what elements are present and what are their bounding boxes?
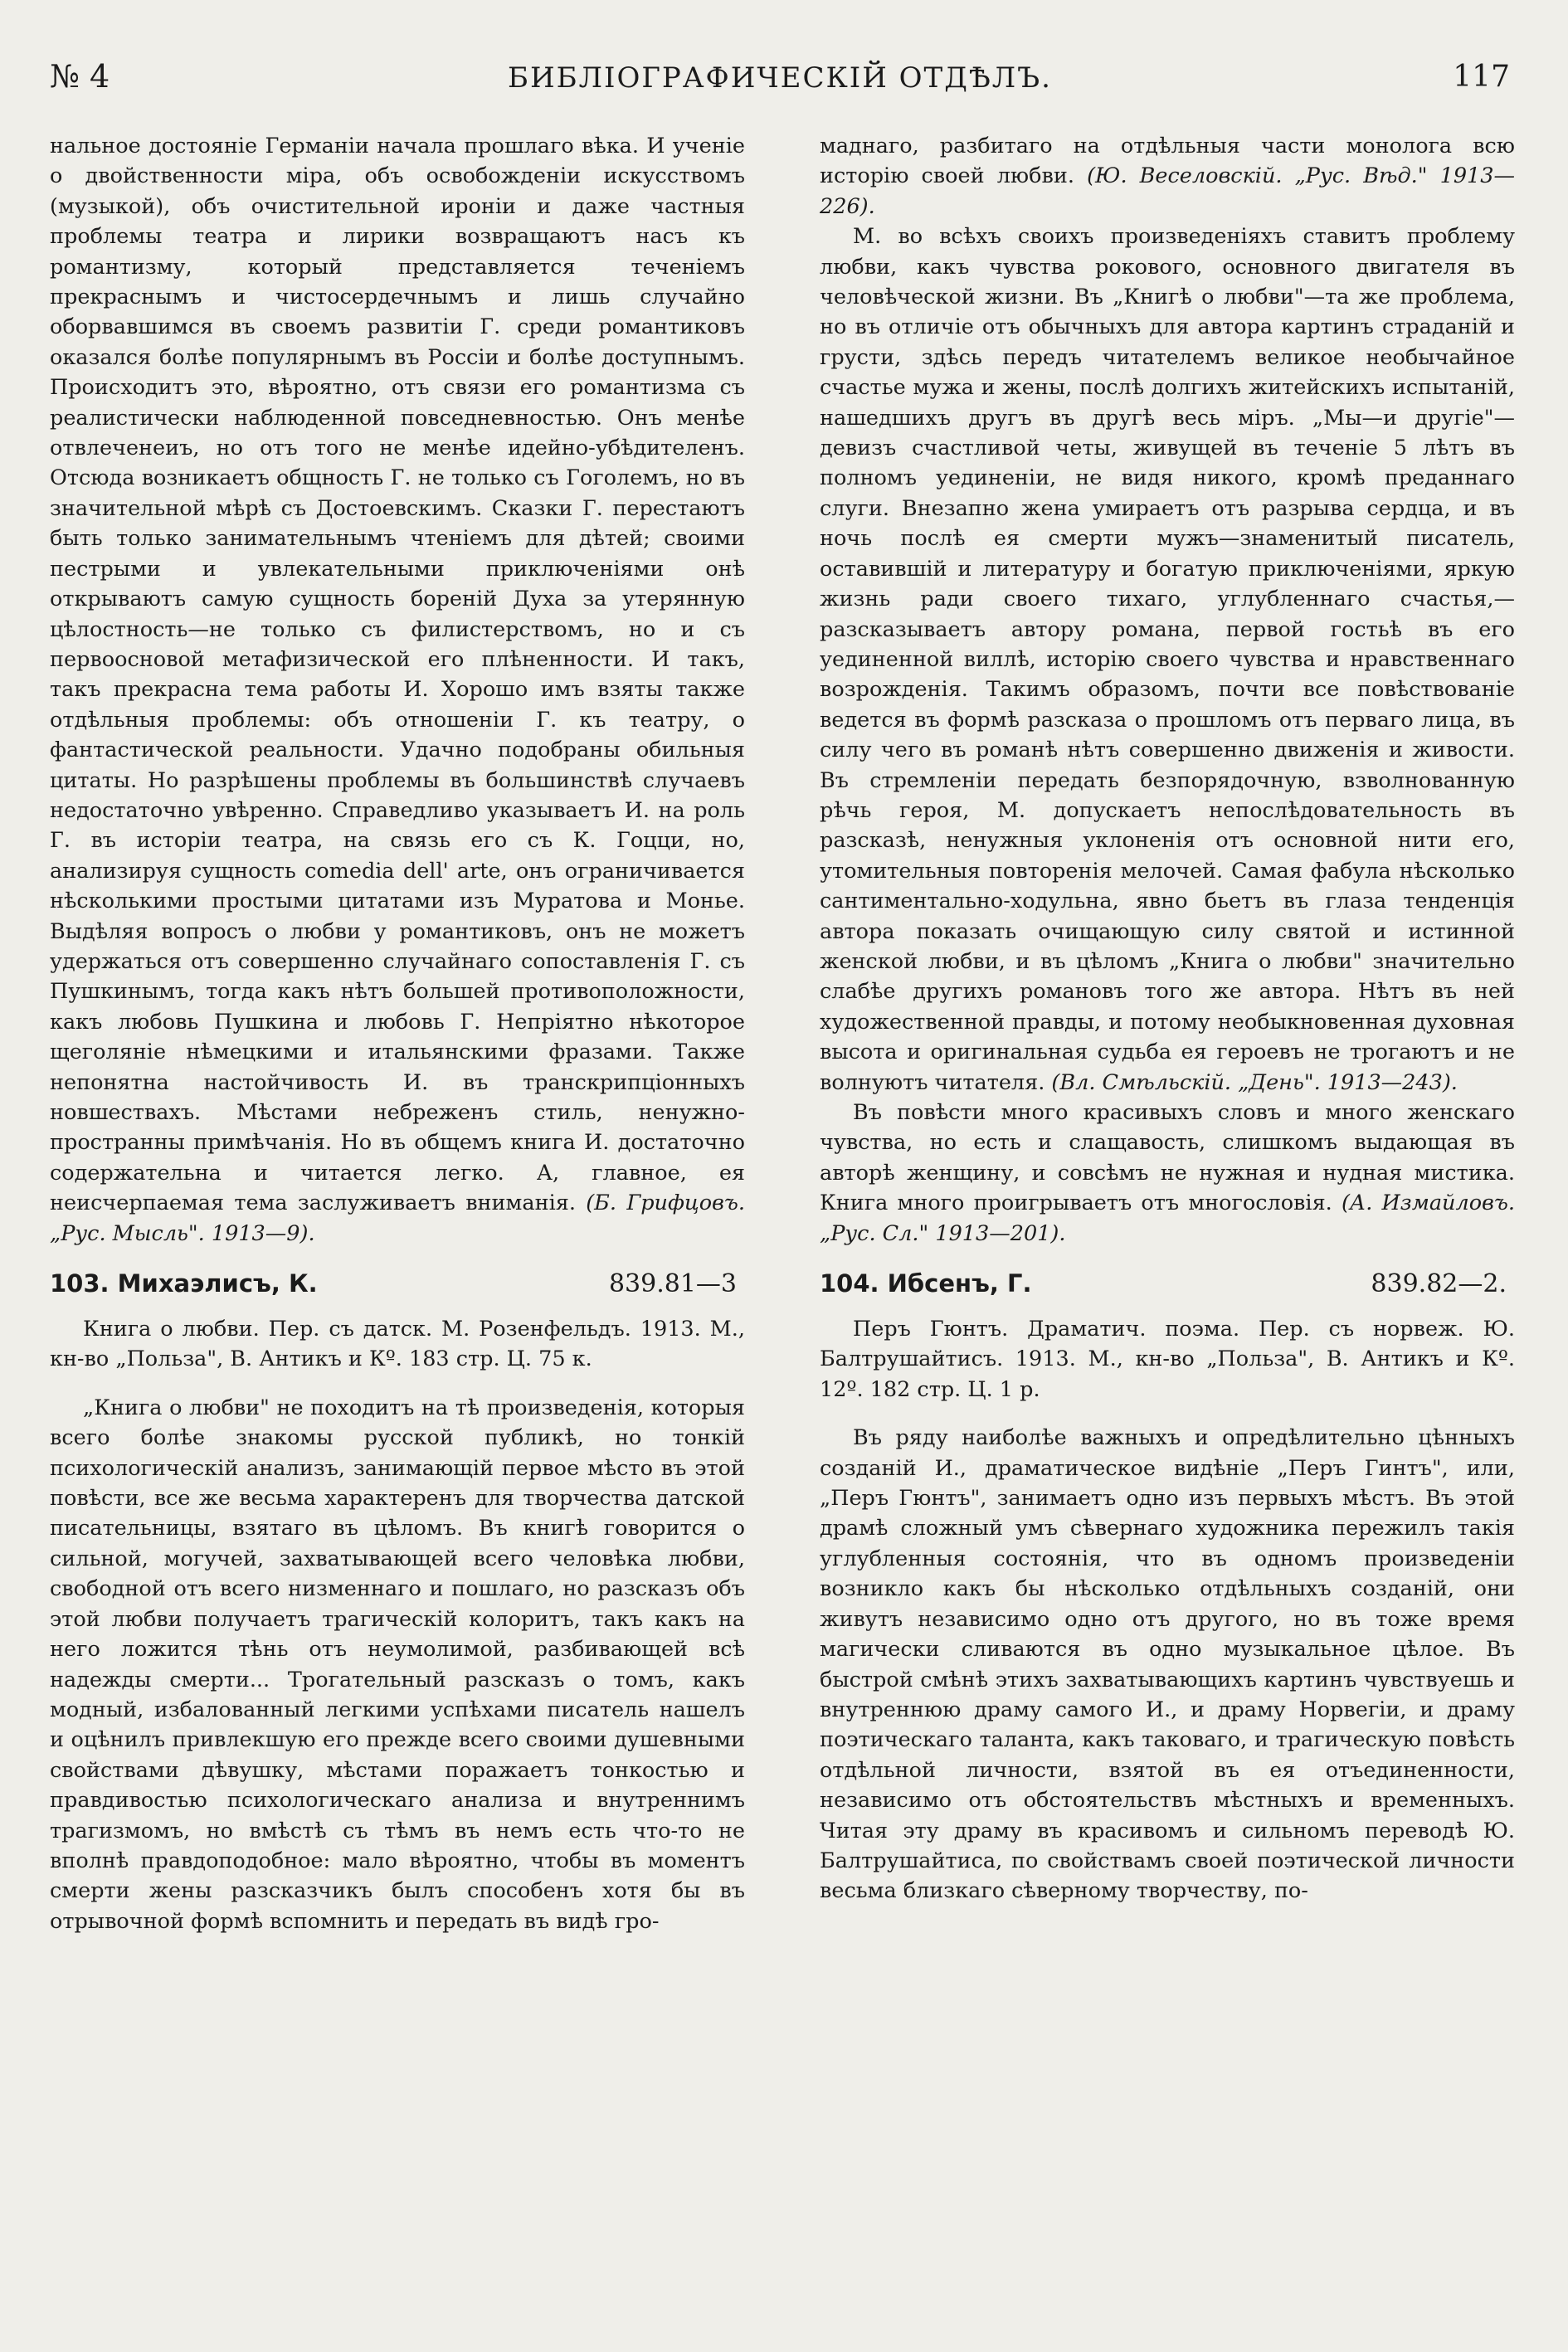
- review-p3-source: (А. Измайловъ. „Рус. Сл." 1913—201).: [820, 1191, 1516, 1246]
- review-p3-text: Въ повѣсти много красивыхъ словъ и много женскаго чувства, но есть и слащавость, слишкомъ выдающая въ авторѣ женщину, и совсѣмъ не нужная и нудная мистика. Книга много проигрываетъ отъ многословія.: [820, 1100, 1515, 1216]
- continued-review: [50, 131, 745, 1249]
- review-p2-text: М. во всѣхъ своихъ произведеніяхъ ставитъ проблему любви, какъ чувства рокового, основного двигателя въ человѣческой жизни. Въ „Книгѣ о любви"—та же проблема, но въ отличіе отъ обычныхъ для автора картинъ страданій и грусти, здѣсь передъ читателемъ великое необычайное счастье мужа и жены, послѣ долгихъ житейскихъ испытаній, нашедшихъ другъ въ другѣ весь міръ. „Мы—и другіе"—девизъ счастливой четы, живущей въ теченіе 5 лѣтъ въ полномъ уединеніи, не видя никого, кромѣ преданнаго слуги. Внезапно жена умираетъ отъ разрыва сердца, и въ ночь послѣ ея смерти мужъ—знаменитый писатель, оставившій и литературу и богатую приключеніями, яркую жизнь ради своего тихаго, углубленнаго счастья,—разсказываетъ автору романа, первой гостьѣ въ его уединенной виллѣ, исторію своего чувства и нравственнаго возрожденія. Такимъ образомъ, почти все повѣствованіе ведется въ формѣ разсказа о прошломъ отъ перваго лица, въ силу чего въ романѣ нѣтъ совершенно движенія и живости. Въ стремленіи передать безпорядочную, взволнованную рѣчь героя, М. допускаетъ непослѣдовательность въ разсказѣ, ненужныя уклоненія отъ основной нити его, утомительныя повторенія мелочей. Самая фабула нѣсколько сантиментально-ходульна, явно бьетъ въ глаза тенденція автора показать очищающую силу святой и истинной женской любви, и въ цѣломъ „Книга о любви" значительно слабѣе другихъ романовъ того же автора. Нѣтъ въ ней художественной правды, и потому необыкновенная духовная высота и оригинальная судьба ея героевъ не трогаютъ и не волнуютъ читателя.: [820, 224, 1515, 1095]
- entry-103-biblio: Книга о любви. Пер. съ датск. М. Розенфельдъ. 1913. М., кн-во „Польза", В. Антикъ и Кº. 183 стр. Ц. 75 к.: [50, 1317, 745, 1372]
- entry-103-heading: [50, 1267, 745, 1301]
- entry-104: [820, 1314, 1515, 1906]
- entry-104-heading: [820, 1267, 1515, 1301]
- issue-number: № 4: [50, 58, 110, 95]
- review-p2: [820, 222, 1515, 1098]
- review-p1: [820, 131, 1515, 222]
- review-p2-source: (Вл. Смѣльскій. „День". 1913—243).: [1051, 1069, 1458, 1095]
- review-p1-source: (Ю. Веселовскій. „Рус. Вѣд." 1913—226).: [820, 163, 1516, 219]
- page-number: 117: [1453, 60, 1510, 94]
- section-title: БИБЛІОГРАФИЧЕСКІЙ ОТДѢЛЪ.: [508, 61, 1052, 95]
- right-column: [820, 131, 1515, 1906]
- entry-104-author: 104. Ибсенъ, Г.: [820, 1269, 1032, 1298]
- entry-103-author: 103. Михаэлисъ, К.: [50, 1269, 318, 1298]
- review-p3: [820, 1098, 1515, 1249]
- left-column: [50, 131, 745, 1936]
- entry-103: [50, 1314, 745, 1936]
- entry-104-biblio: Перъ Гюнтъ. Драматич. поэма. Пер. съ норвеж. Ю. Балтрушайтисъ. 1913. М., кн-во „Польза", В. Антикъ и Кº. 12º. 182 стр. Ц. 1 р.: [820, 1317, 1515, 1402]
- review-p1-text: маднаго, разбитаго на отдѣльныя части монолога всю исторію своей любви.: [820, 134, 1515, 189]
- entry-104-review: Въ ряду наиболѣе важныхъ и опредѣлительно цѣнныхъ созданій И., драматическое видѣніе „Перъ Гинтъ", или, „Перъ Гюнтъ", занимаетъ одно изъ первыхъ мѣстъ. Въ этой драмѣ сложный умъ сѣвернаго художника пережилъ такія углубленныя состоянія, что въ одномъ произведеніи возникло какъ бы нѣсколько отдѣльныхъ созданій, они живутъ независимо одно отъ другого, но въ тоже время магически сливаются въ одно музыкальное цѣлое. Въ быстрой смѣнѣ этихъ захватывающихъ картинъ чувствуешь и внутреннюю драму самого И., и драму Норвегіи, и драму поэтическаго таланта, какъ таковаго, и трагическую повѣсть отдѣльной личности, взятой въ ея отъединенности, независимо отъ обстоятельствъ мѣстныхъ и временныхъ. Читая эту драму въ красивомъ и сильномъ переводѣ Ю. Балтрушайтиса, по свойствамъ своей поэтической личности весьма близкаго сѣверному творчеству, по-: [820, 1425, 1515, 1904]
- continued-review-source: (Б. Грифцовъ. „Рус. Мысль". 1913—9).: [50, 1191, 745, 1246]
- page-header: [50, 58, 1510, 108]
- entry-103-review: „Книга о любви" не походитъ на тѣ произведенія, которыя всего болѣе знакомы русской публикѣ, но тонкій психологическій анализъ, занимающій первое мѣсто въ этой повѣсти, все же весьма характеренъ для творчества датской писательницы, взятаго въ цѣломъ. Въ книгѣ говорится о сильной, могучей, захватывающей всего человѣка любви, свободной отъ всего низменнаго и пошлаго, но разсказъ объ этой любви получаетъ трагическій колоритъ, такъ какъ на него ложится тѣнь отъ неумолимой, разбивающей всѣ надежды смерти... Трогательный разсказъ о томъ, какъ модный, избалованный легкими успѣхами писатель нашелъ и оцѣнилъ привлекшую его прежде всего своими душевными свойствами дѣвушку, мѣстами поражаетъ тонкостью и правдивостью психологическаго анализа и внутреннимъ трагизмомъ, но вмѣстѣ съ тѣмъ въ немъ есть что-то не вполнѣ правдоподобное: мало вѣроятно, чтобы въ моментъ смерти жены разсказчикъ былъ способенъ хотя бы въ отрывочной формѣ вспомнить и передать въ видѣ гро-: [50, 1395, 745, 1934]
- entry-103-code: 839.81—3: [608, 1269, 737, 1299]
- continued-review-text: нальное достояніе Германіи начала прошлаго вѣка. И ученіе о двойственности міра, объ освобожденіи искусствомъ (музыкой), объ очистительной ироніи и даже частныя проблемы театра и лирики возвращаютъ насъ къ романтизму, который представляется теченіемъ прекраснымъ и чистосердечнымъ и лишь случайно оборвавшимся въ своемъ развитіи Г. среди романтиковъ оказался болѣе популярнымъ въ Россіи и болѣе доступнымъ. Происходитъ это, вѣроятно, отъ связи его романтизма съ реалистически наблюденной повседневностью. Онъ менѣе отвлеченеиъ, но отъ того не менѣе идейно-убѣдителенъ. Отсюда возникаетъ общность Г. не только съ Гоголемъ, но въ значительной мѣрѣ съ Достоевскимъ. Сказки Г. перестаютъ быть только занимательнымъ чтеніемъ для дѣтей; своими пестрыми и увлекательными приключеніями онѣ открываютъ самую сущность бореній Духа за утерянную цѣлостность—не только съ филистерствомъ, но и съ первоосновой метафизической его плѣненности. И такъ, такъ прекрасна тема работы И. Хорошо имъ взяты также отдѣльныя проблемы: объ отношеніи Г. къ театру, о фантастической реальности. Удачно подобраны обильныя цитаты. Но разрѣшены проблемы въ большинствѣ случаевъ недостаточно увѣренно. Справедливо указываетъ И. на роль Г. въ исторіи театра, на связь его съ К. Гоцци, но, анализируя сущность comedia dell' arte, онъ ограничивается нѣсколькими простыми цитатами изъ Муратова и Монье. Выдѣляя вопросъ о любви у романтиковъ, онъ не можетъ удержаться отъ совершенно случайнаго сопоставленія Г. съ Пушкинымъ, тогда какъ нѣтъ большей противоположности, какъ любовь Пушкина и любовь Г. Непріятно нѣкоторое щеголяніе нѣмецкими и итальянскими фразами. Также непонятна настойчивость И. въ транскрипціонныхъ новшествахъ. Мѣстами небреженъ стиль, ненужно-пространны примѣчанія. Но въ общемъ книга И. достаточно содержательна и читается легко. А, главное, ея неисчерпаемая тема заслуживаетъ вниманія.: [50, 134, 745, 1216]
- entry-104-code: 839.82—2.: [1371, 1269, 1507, 1299]
